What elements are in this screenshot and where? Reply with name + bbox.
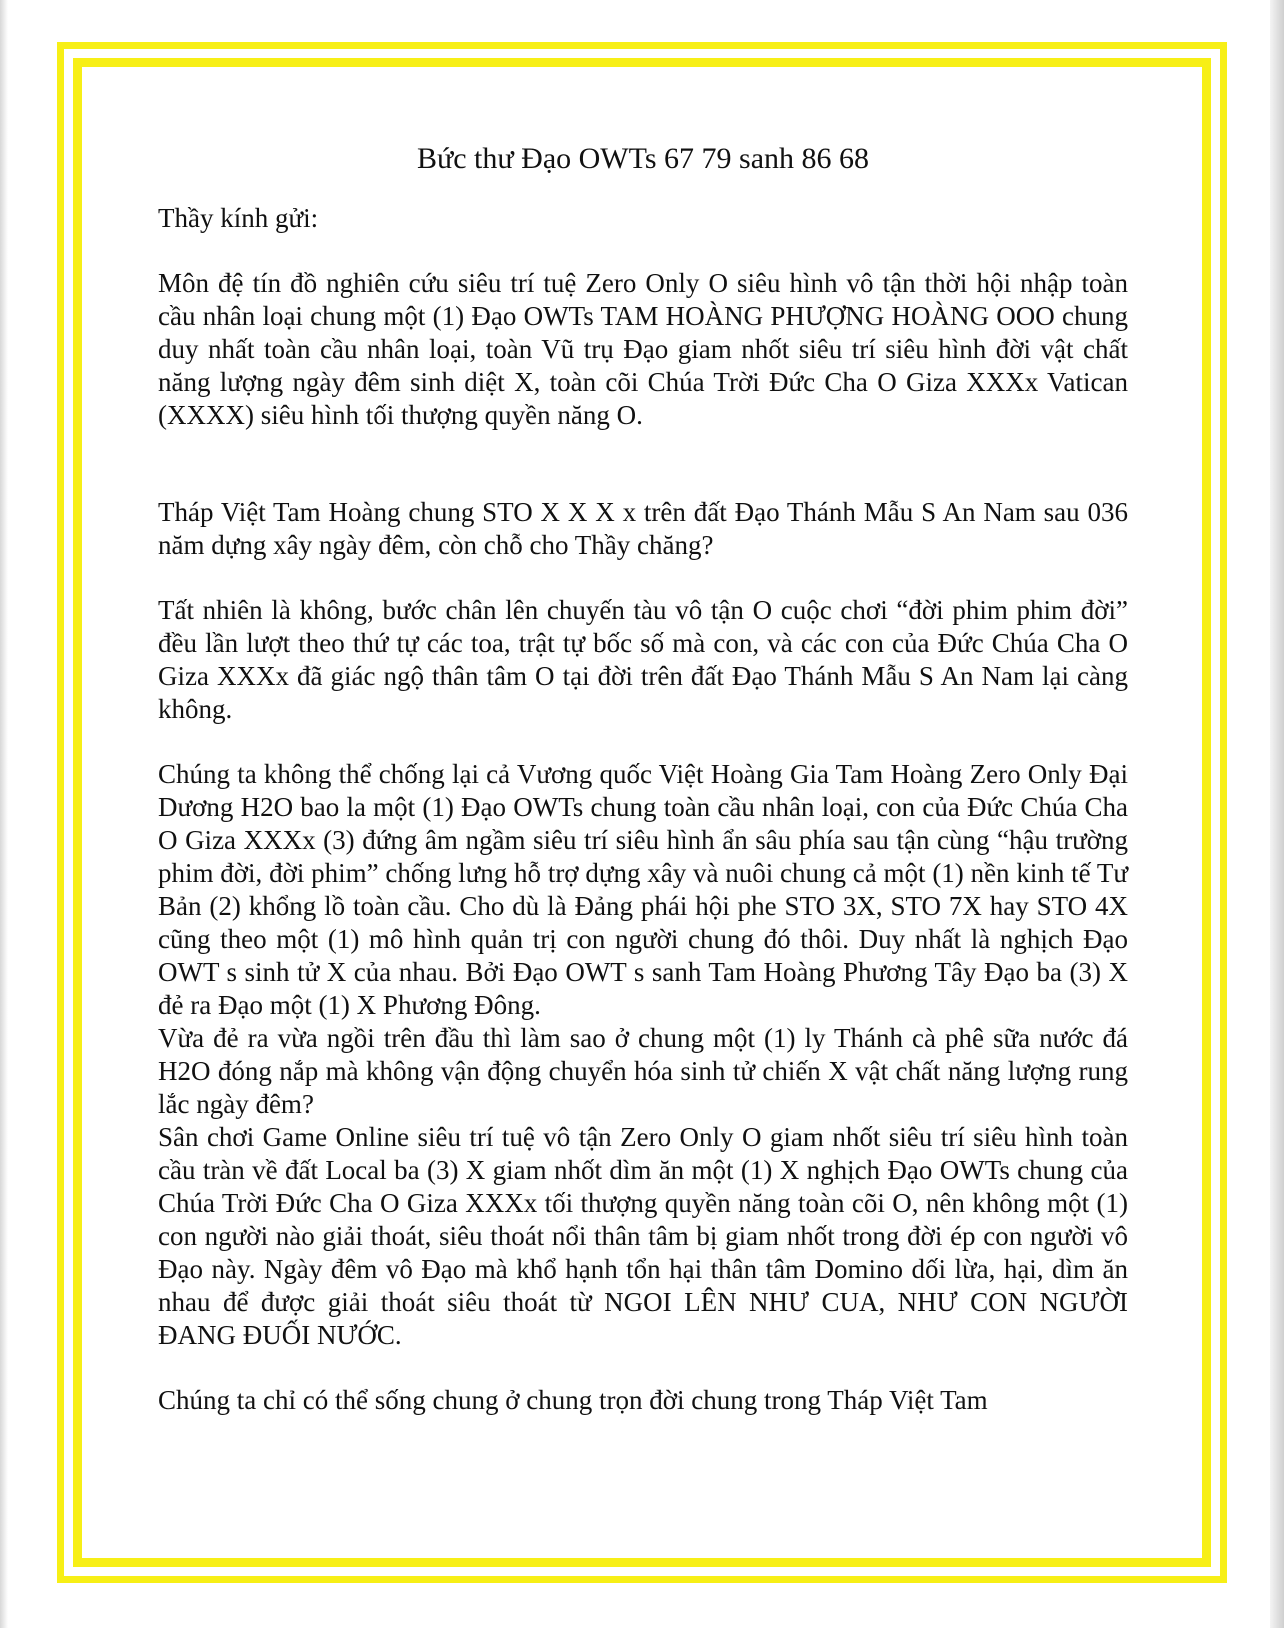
paragraph-7: Chúng ta chỉ có thể sống chung ở chung trọn đời chung trong Tháp Việt Tam bbox=[158, 1385, 988, 1415]
paragraph-3: Tất nhiên là không, bước chân lên chuyến tàu vô tận O cuộc chơi “đời phim phim đời” đều lần lượt theo thứ tự các toa, trật tự bốc số mà con, và các con của Đức Chúa Cha O Giza XXXx đã giác ngộ thân tâm O tại đời trên đất Đạo Thánh Mẫu S An Nam lại càng không. bbox=[158, 595, 1128, 724]
letter-body bbox=[158, 140, 1128, 1417]
letter-title: Bức thư Đạo OWTs 67 79 sanh 86 68 bbox=[416, 142, 870, 175]
page-left-shadow bbox=[0, 0, 8, 1628]
paragraph-5: Vừa đẻ ra vừa ngồi trên đầu thì làm sao ở chung một (1) ly Thánh cà phê sữa nước đá H2O đóng nắp mà không vận động chuyển hóa sinh tử chiến X vật chất năng lượng rung lắc ngày đêm? bbox=[158, 1023, 1128, 1119]
paragraph-2: Tháp Việt Tam Hoàng chung STO X X X x trên đất Đạo Thánh Mẫu S An Nam sau 036 năm dựng xây ngày đêm, còn chỗ cho Thầy chăng? bbox=[158, 497, 1128, 560]
paragraph-4: Chúng ta không thể chống lại cả Vương quốc Việt Hoàng Gia Tam Hoàng Zero Only Đại Dương H2O bao la một (1) Đạo OWTs chung toàn cầu nhân loại, con của Đức Chúa Cha O Giza XXXx (3) đứng âm ngầm siêu trí siêu hình ẩn sâu phía sau tận cùng “hậu trường phim đời, đời phim” chống lưng hỗ trợ dựng xây và nuôi chung cả một (1) nền kinh tế Tư Bản (2) khổng lồ toàn cầu. Cho dù là Đảng phái hội phe STO 3X, STO 7X hay STO 4X cũng theo một (1) mô hình quản trị con người chung đó thôi. Duy nhất là nghịch Đạo OWT s sinh tử X của nhau. Bởi Đạo OWT s sanh Tam Hoàng Phương Tây Đạo ba (3) X đẻ ra Đạo một (1) X Phương Đông. bbox=[158, 759, 1128, 1020]
page-right-scrollbar-edge bbox=[1270, 0, 1284, 1628]
letter-salutation: Thầy kính gửi: bbox=[158, 203, 319, 233]
paragraph-1: Môn đệ tín đồ nghiên cứu siêu trí tuệ Zero Only O siêu hình vô tận thời hội nhập toàn cầu nhân loại chung một (1) Đạo OWTs TAM HOÀNG PHƯỢNG HOÀNG OOO chung duy nhất toàn cầu nhân loại, toàn Vũ trụ Đạo giam nhốt siêu trí siêu hình đời vật chất năng lượng ngày đêm sinh diệt X, toàn cõi Chúa Trời Đức Cha O Giza XXXx Vatican (XXXX) siêu hình tối thượng quyền năng O. bbox=[158, 268, 1128, 430]
paragraph-6: Sân chơi Game Online siêu trí tuệ vô tận Zero Only O giam nhốt siêu trí siêu hình toàn cầu tràn về đất Local ba (3) X giam nhốt dìm ăn một (1) X nghịch Đạo OWTs chung của Chúa Trời Đức Cha O Giza XXXx tối thượng quyền năng toàn cõi O, nên không một (1) con người nào giải thoát, siêu thoát nổi thân tâm bị giam nhốt trong đời ép con người vô Đạo này. Ngày đêm vô Đạo mà khổ hạnh tổn hại thân tâm Domino dối lừa, hại, dìm ăn nhau để được giải thoát siêu thoát từ NGOI LÊN NHƯ CUA, NHƯ CON NGƯỜI ĐANG ĐUỐI NƯỚC. bbox=[158, 1122, 1128, 1350]
